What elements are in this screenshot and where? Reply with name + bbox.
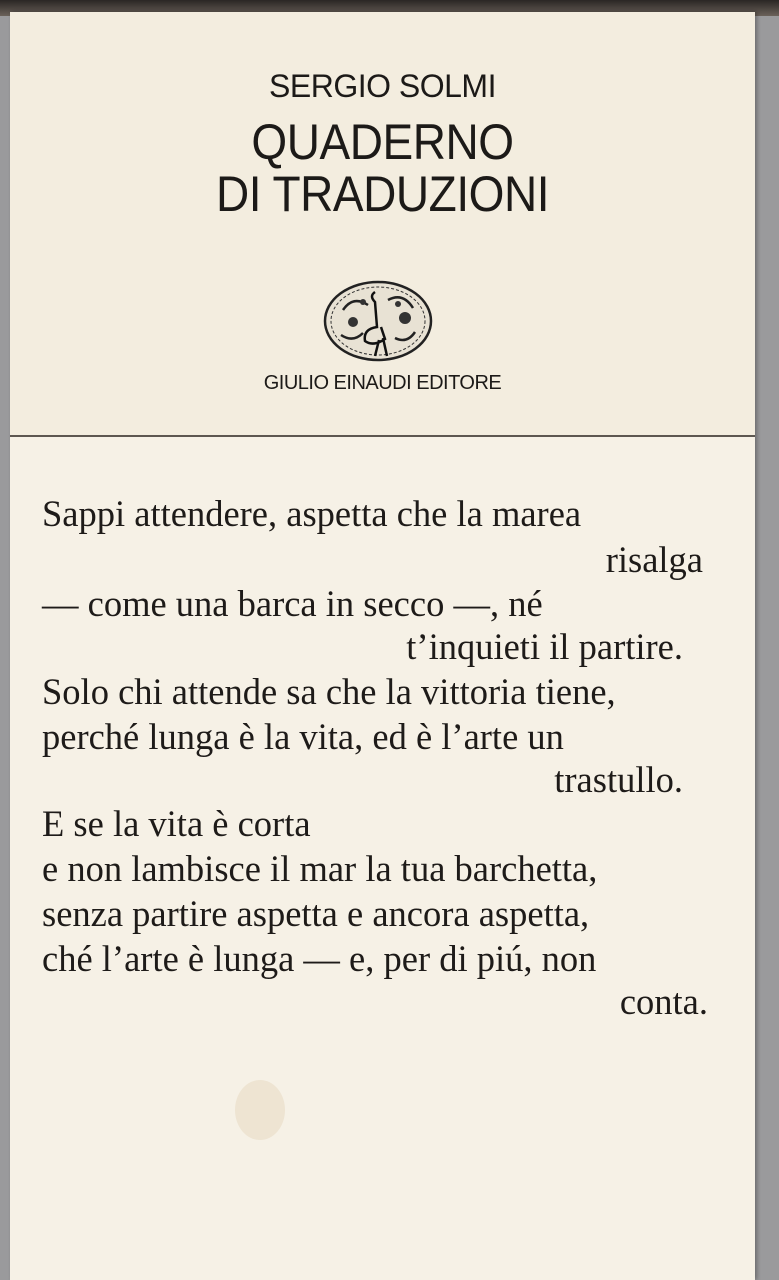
- book-cover: [10, 12, 755, 1280]
- poem-line: Solo chi attende sa che la vittoria tiene,: [42, 671, 616, 712]
- title-line-1: QUADERNO: [251, 114, 514, 170]
- poem-line: perché lunga è la vita, ed è l’arte un: [42, 716, 564, 757]
- poem-line: — come una barca in secco —, né: [42, 583, 543, 624]
- poem-line: E se la vita è corta: [42, 803, 311, 844]
- title-line-2: DI TRADUZIONI: [215, 166, 550, 222]
- poem-line: conta.: [619, 981, 708, 1022]
- publisher-name: GIULIO EINAUDI EDITORE: [263, 372, 502, 394]
- poem-line: trastullo.: [554, 759, 683, 800]
- poem-line: e non lambisce il mar la tua barchetta,: [42, 848, 598, 889]
- poem-line: ché l’arte è lunga — e, per di piú, non: [42, 938, 597, 979]
- poem-line: senza partire aspetta e ancora aspetta,: [42, 893, 590, 934]
- book-title: [40, 116, 725, 220]
- poem-line: risalga: [605, 539, 703, 580]
- paper-stain: [235, 1080, 285, 1140]
- poem-line: Sappi attendere, aspetta che la marea: [42, 493, 582, 534]
- author-name: SERGIO SOLMI: [269, 68, 496, 104]
- poem-line: t’inquieti il partire.: [406, 626, 683, 667]
- einaudi-ostrich-logo-icon: [323, 280, 433, 362]
- cover-divider: [10, 435, 755, 437]
